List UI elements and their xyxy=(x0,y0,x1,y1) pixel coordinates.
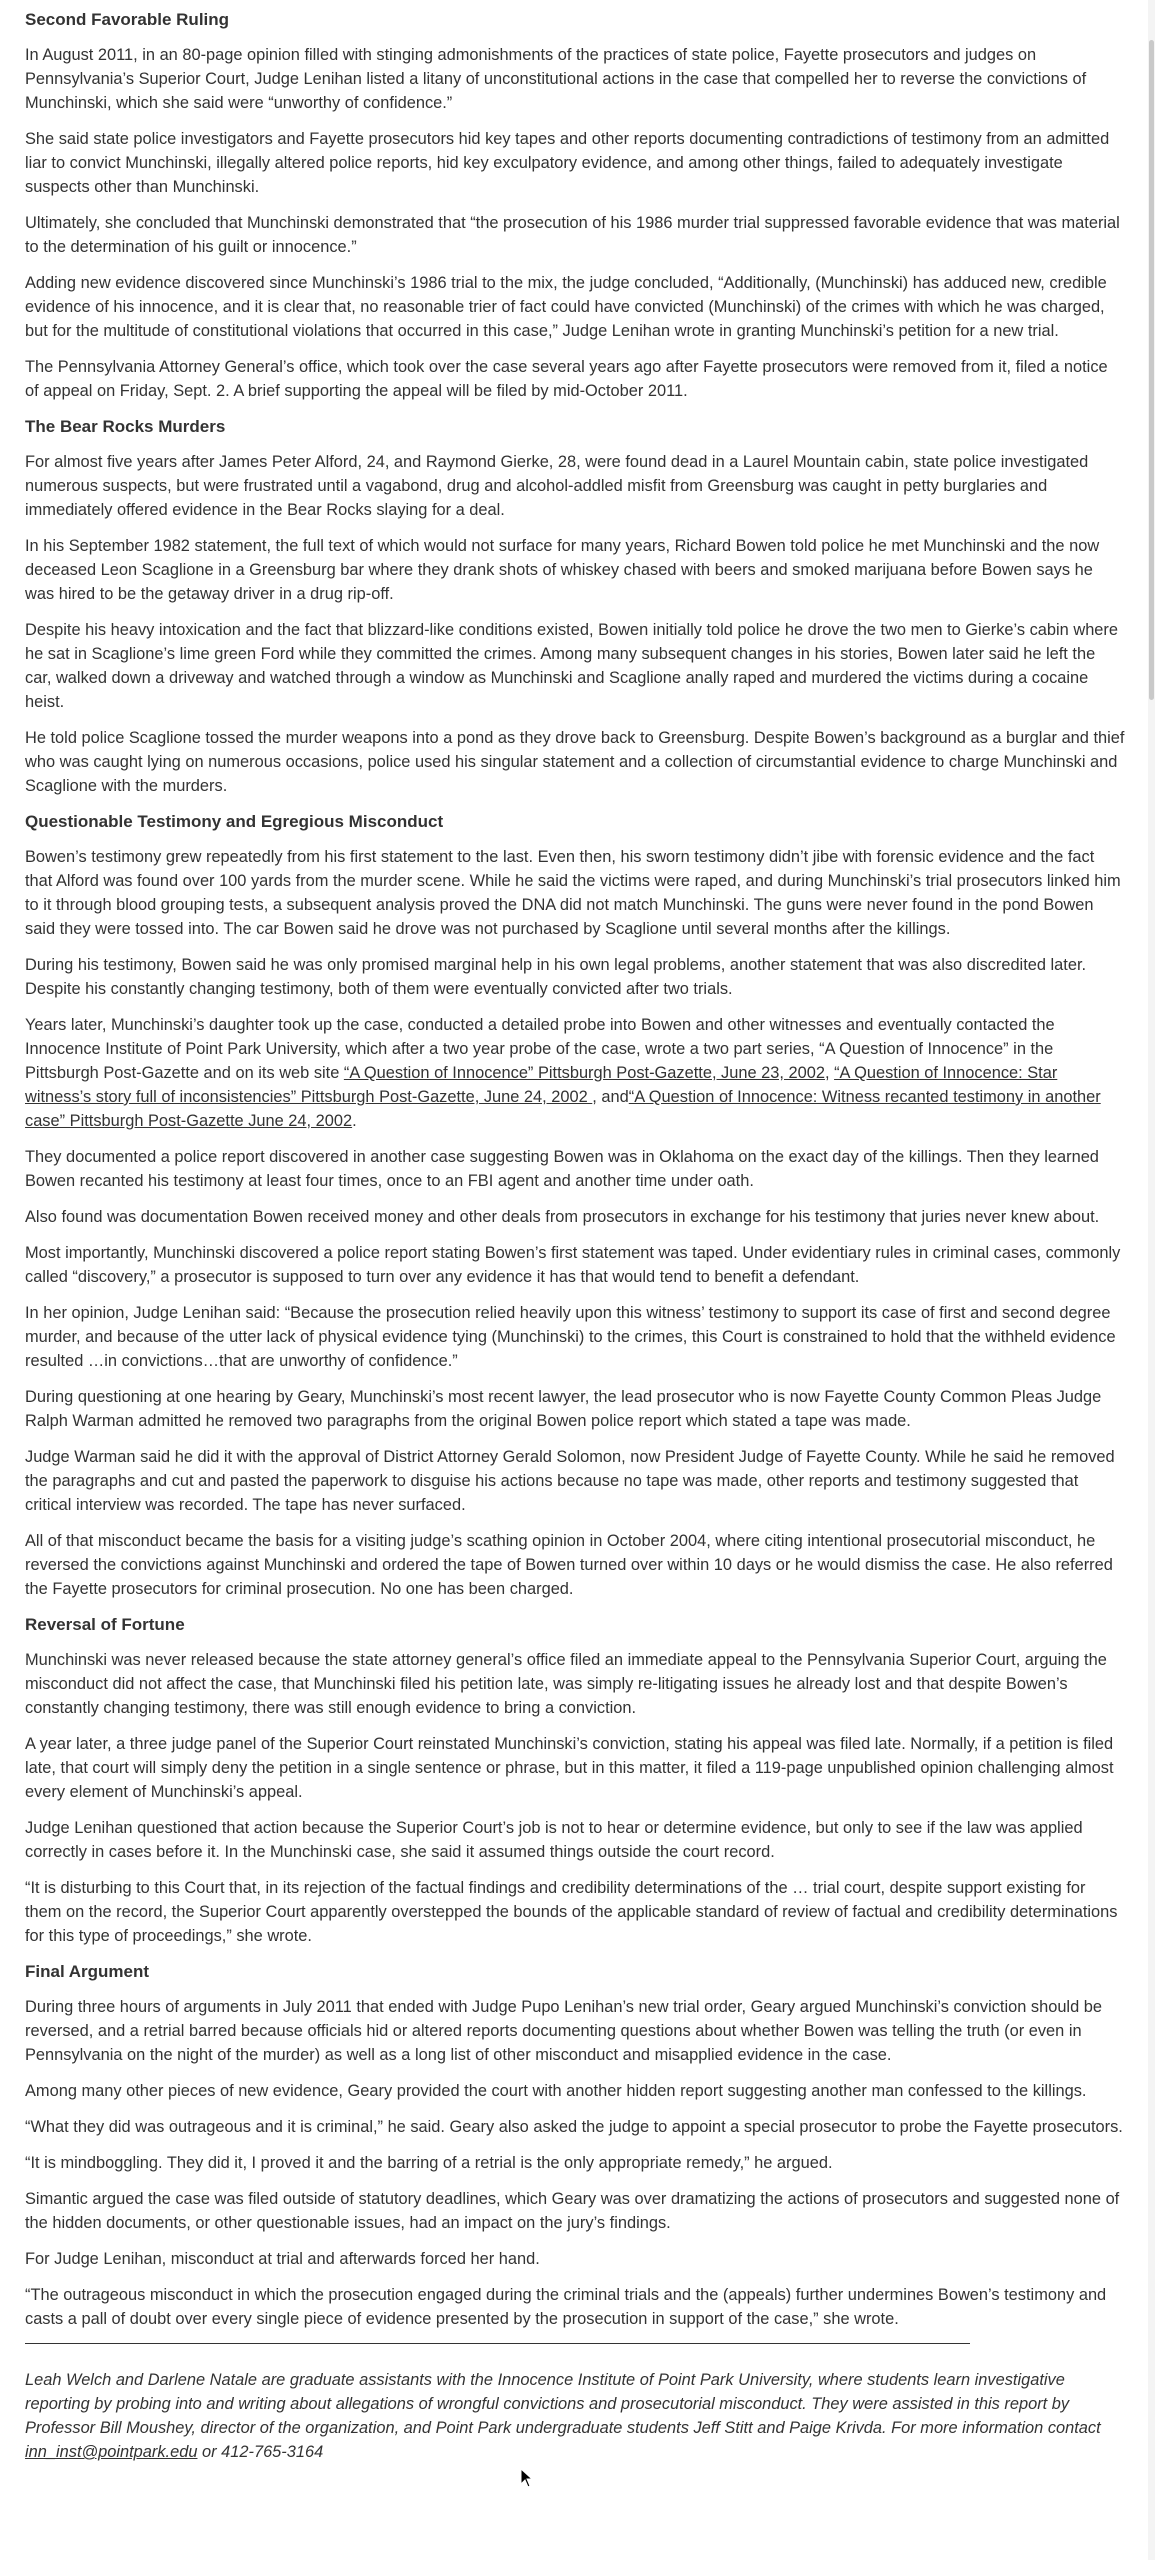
scrollbar-thumb[interactable] xyxy=(1149,40,1154,700)
paragraph: She said state police investigators and Fayette prosecutors hid key tapes and other reports documenting contradictions of testimony from an admitted liar to convict Munchinski, illegally altered police reports, hid key exculpatory evidence, and among other things, failed to adequately investigate suspects other than Munchinski. xyxy=(25,130,1110,196)
paragraph: Judge Warman said he did it with the approval of District Attorney Gerald Solomon, now President Judge of Fayette County. While he said he removed the paragraphs and cut and pasted the paperwork to disguise his actions because no tape was made, other reports and testimony suggested that critical interview was recorded. The tape has never surfaced. xyxy=(25,1448,1115,1514)
paragraph: During questioning at one hearing by Geary, Munchinski’s most recent lawyer, the lead prosecutor who is now Fayette County Common Pleas Judge Ralph Warman admitted he removed two paragraphs from the original Bowen police report which stated a tape was made. xyxy=(25,1388,1102,1430)
paragraph: A year later, a three judge panel of the Superior Court reinstated Munchinski’s conviction, stating his appeal was filed late. Normally, if a petition is filed late, that court will simply deny the petition in a single sentence or phrase, but in this matter, it filed a 119-page unpublished opinion challenging almost every element of Munchinski’s appeal. xyxy=(25,1735,1114,1801)
paragraph: In his September 1982 statement, the full text of which would not surface for many years, Richard Bowen told police he met Munchinski and the now deceased Leon Scaglione in a Greensburg bar where they drank shots of whiskey chased with beers and smoked marijuana before Bowen says he was hired to be the getaway driver in a drug rip-off. xyxy=(25,537,1100,603)
paragraph: Among many other pieces of new evidence, Geary provided the court with another hidden report suggesting another man confessed to the killings. xyxy=(25,2082,1087,2100)
paragraph-text: Years later, Munchinski’s daughter took up the case, conducted a detailed probe into Bowen and other witnesses and eventually contacted the Innocence Institute of Point Park University, which after a two year probe of the case, wrote a two part series, “A Question of Innocence” in the Pittsburgh Post-Gazette and on its web site xyxy=(25,1016,1055,1082)
paragraph-end: . xyxy=(352,1112,357,1130)
paragraph: For almost five years after James Peter Alford, 24, and Raymond Gierke, 28, were found dead in a Laurel Mountain cabin, state police investigated numerous suspects, but were frustrated until a vagabond, drug and alcohol-addled misfit from Greensburg was caught in petty burglaries and immediately offered evidence in the Bear Rocks slaying for a deal. xyxy=(25,453,1089,519)
paragraph: Bowen’s testimony grew repeatedly from his first statement to the last. Even then, his sworn testimony didn’t jibe with forensic evidence and the fact that Alford was found over 100 yards from the murder scene. While he said the victims were raped, and during Munchinski’s trial prosecutors linked him to it through blood grouping tests, a subsequent analysis proved the DNA did not match Munchinski. The guns were never found in the pond Bowen said they were tossed into. The car Bowen said he drove was not purchased by Scaglione until several months after the killings. xyxy=(25,848,1121,938)
paragraph: Munchinski was never released because the state attorney general’s office filed an immediate appeal to the Pennsylvania Superior Court, arguing the misconduct did not affect the case, that Munchinski filed his petition late, was simply re-litigating issues he already lost and that despite Bowen’s constantly changing testimony, there was still enough evidence to bring a conviction. xyxy=(25,1651,1107,1717)
paragraph: During three hours of arguments in July 2011 that ended with Judge Pupo Lenihan’s new trial order, Geary argued Munchinski’s conviction should be reversed, and a retrial barred because officials hid or altered reports documenting questions about whether Bowen was telling the truth (or even in Pennsylvania on the night of the murder) as well as a long list of other misconduct and misapplied evidence in the case. xyxy=(25,1998,1102,2064)
section-heading: Second Favorable Ruling xyxy=(25,10,230,29)
section-heading: Final Argument xyxy=(25,1962,150,1981)
article-body xyxy=(25,8,1125,2476)
paragraph: Adding new evidence discovered since Munchinski’s 1986 trial to the mix, the judge concluded, “Additionally, (Munchinski) has adduced new, credible evidence of his innocence, and it is clear that, no reasonable trier of fact could have convicted (Munchinski) of the crimes with which he was charged, but for the multitude of constitutional violations that occurred in this case,” Judge Lenihan wrote in granting Munchinski’s petition for a new trial. xyxy=(25,274,1107,340)
link-separator: , and xyxy=(592,1088,629,1106)
paragraph: Ultimately, she concluded that Munchinski demonstrated that “the prosecution of his 1986 murder trial suppressed favorable evidence that was material to the determination of his guilt or innocence.” xyxy=(25,214,1120,256)
mouse-pointer-icon xyxy=(520,2468,534,2488)
section-heading: Reversal of Fortune xyxy=(25,1615,185,1634)
paragraph: In her opinion, Judge Lenihan said: “Because the prosecution relied heavily upon this witness’ testimony to support its case of first and second degree murder, and because of the utter lack of physical evidence tying (Munchinski) to the crimes, this Court is constrained to hold that the withheld evidence resulted …in convictions…that are unworthy of confidence.” xyxy=(25,1304,1116,1370)
paragraph: They documented a police report discovered in another case suggesting Bowen was in Oklahoma on the exact day of the killings. Then they learned Bowen recanted his testimony at least four times, once to an FBI agent and another time under oath. xyxy=(25,1148,1099,1190)
paragraph: For Judge Lenihan, misconduct at trial and afterwards forced her hand. xyxy=(25,2250,540,2268)
paragraph: “It is mindboggling. They did it, I proved it and the barring of a retrial is the only appropriate remedy,” he argued. xyxy=(25,2154,833,2172)
paragraph: Despite his heavy intoxication and the fact that blizzard-like conditions existed, Bowen initially told police he drove the two men to Gierke’s cabin where he sat in Scaglione’s lime green Ford while they committed the crimes. Among many subsequent changes in his stories, Bowen later said he left the car, walked down a driveway and watched through a window as Munchinski and Scaglione anally raped and murdered the victims during a cocaine heist. xyxy=(25,621,1118,711)
paragraph: The Pennsylvania Attorney General’s office, which took over the case several years ago after Fayette prosecutors were removed from it, filed a notice of appeal on Friday, Sept. 2. A brief supporting the appeal will be filed by mid-October 2011. xyxy=(25,358,1108,400)
contact-email-link[interactable]: inn_inst@pointpark.edu xyxy=(25,2443,198,2461)
paragraph: Also found was documentation Bowen received money and other deals from prosecutors in exchange for his testimony that juries never knew about. xyxy=(25,1208,1100,1226)
divider xyxy=(25,2343,970,2344)
contact-phone: or 412-765-3164 xyxy=(197,2443,324,2461)
paragraph: During his testimony, Bowen said he was only promised marginal help in his own legal problems, another statement that was also discredited later. Despite his constantly changing testimony, both of them were eventually convicted after two trials. xyxy=(25,956,1087,998)
paragraph: Judge Lenihan questioned that action because the Superior Court’s job is not to hear or determine evidence, but only to see if the law was applied correctly in cases before it. In the Munchinski case, she said it assumed things outside the court record. xyxy=(25,1819,1083,1861)
paragraph: “It is disturbing to this Court that, in its rejection of the factual findings and credibility determinations of the … trial court, despite support existing for them on the record, the Superior Court apparently overstepped the bounds of the applicable standard of review of factual and credibility determinations for this type of proceedings,” she wrote. xyxy=(25,1879,1118,1945)
paragraph-with-links xyxy=(25,1013,1125,1133)
paragraph: Most importantly, Munchinski discovered a police report stating Bowen’s first statement was taped. Under evidentiary rules in criminal cases, commonly called “discovery,” a prosecutor is supposed to turn over any evidence it has that would tend to benefit a defendant. xyxy=(25,1244,1121,1286)
paragraph: “What they did was outrageous and it is criminal,” he said. Geary also asked the judge to appoint a special prosecutor to probe the Fayette prosecutors. xyxy=(25,2118,1123,2136)
paragraph: All of that misconduct became the basis for a visiting judge’s scathing opinion in October 2004, where citing intentional prosecutorial misconduct, he reversed the convictions against Munchinski and ordered the tape of Bowen turned over within 10 days or he would dismiss the case. He also referred the Fayette prosecutors for criminal prosecution. No one has been charged. xyxy=(25,1532,1113,1598)
author-note xyxy=(25,2368,1125,2464)
paragraph: “The outrageous misconduct in which the prosecution engaged during the criminal trials and the (appeals) further undermines Bowen’s testimony and casts a pall of doubt over every single piece of evidence presented by the prosecution in support of the case,” she wrote. xyxy=(25,2286,1107,2328)
article-link-star-witness[interactable]: “A Question of Innocence: Star witness’s story full of inconsistencies” Pittsburgh Post-Gazette, June 24, 2002 xyxy=(25,1064,1058,1106)
link-separator: , xyxy=(824,1064,835,1082)
paragraph: Simantic argued the case was filed outside of statutory deadlines, which Geary was over dramatizing the actions of prosecutors and suggested none of the hidden documents, or other questionable issues, had an impact on the jury’s findings. xyxy=(25,2190,1120,2232)
section-heading: The Bear Rocks Murders xyxy=(25,417,226,436)
article-link-witness-recanted[interactable]: “A Question of Innocence: Witness recanted testimony in another case” Pittsburgh Post-Gazette June 24, 2002 xyxy=(25,1088,1101,1130)
section-heading: Questionable Testimony and Egregious Misconduct xyxy=(25,812,444,831)
article-link-june-23[interactable]: “A Question of Innocence” Pittsburgh Post-Gazette, June 23, 2002 xyxy=(343,1064,825,1082)
paragraph: He told police Scaglione tossed the murder weapons into a pond as they drove back to Greensburg. Despite Bowen’s background as a burglar and thief who was caught lying on numerous occasions, police used his singular statement and a collection of circumstantial evidence to charge Munchinski and Scaglione with the murders. xyxy=(25,729,1125,795)
paragraph: In August 2011, in an 80-page opinion filled with stinging admonishments of the practices of state police, Fayette prosecutors and judges on Pennsylvania’s Superior Court, Judge Lenihan listed a litany of unconstitutional actions in the case that compelled her to reverse the convictions of Munchinski, which she said were “unworthy of confidence.” xyxy=(25,46,1087,112)
scrollbar[interactable] xyxy=(1148,0,1155,2560)
author-note-text: Leah Welch and Darlene Natale are graduate assistants with the Innocence Institute of Point Park University, where students learn investigative reporting by probing into and writing about allegations of wrongful convictions and prosecutorial misconduct. They were assisted in this report by Professor Bill Moushey, director of the organization, and Point Park undergraduate students Jeff Stitt and Paige Krivda. For more information contact xyxy=(25,2371,1101,2437)
